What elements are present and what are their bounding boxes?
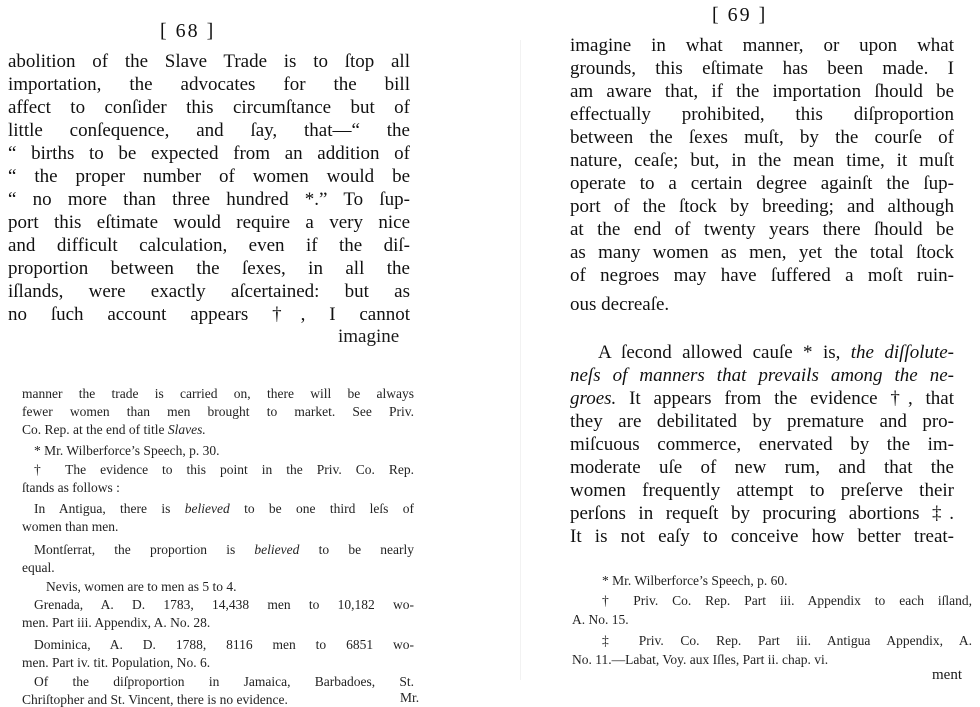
body-line: as many women as men, yet the total ſtock <box>570 242 954 263</box>
page-number: [ 68 ] <box>160 20 216 42</box>
page-number: [ 69 ] <box>712 4 768 26</box>
body-line: operate to a certain degree againſt the ſup- <box>570 173 954 194</box>
body-line: between the ſexes muſt, by the courſe of <box>570 127 954 148</box>
footnote-dagger: † Priv. Co. Rep. Part iii. Appendix to each iſland, <box>602 593 972 608</box>
footnote-grenada: men. Part iii. Appendix, A. No. 28. <box>22 615 211 630</box>
body-line: at the end of twenty years there ſhould be <box>570 219 954 240</box>
body-line: little conſequence, and ſay, that—“ the <box>8 120 410 141</box>
footnote-line: Co. Rep. at the end of title Slaves. <box>22 422 206 437</box>
body-line: “ births to be expected from an addition of <box>8 143 410 164</box>
footnote-dagger: A. No. 15. <box>572 612 629 627</box>
footnote-star: * Mr. Wilberforce’s Speech, p. 30. <box>34 443 220 458</box>
footnote-antigua: women than men. <box>22 519 119 534</box>
paragraph-line: miſcuous commerce, enervated by the im- <box>570 434 954 455</box>
body-line-last: ous decreaſe. <box>570 294 670 315</box>
paragraph-line: neſs of manners that prevails among the ne- <box>570 365 954 386</box>
body-line: port of the ſtock by breeding; and although <box>570 196 954 217</box>
footnote-nevis: Nevis, women are to men as 5 to 4. <box>46 579 237 594</box>
body-line: and difficult calculation, even if the diſ- <box>8 235 410 256</box>
footnote-dagger: † The evidence to this point in the Priv. Co. Rep. <box>34 462 414 477</box>
footnote-dominica: Dominica, A. D. 1788, 8116 men to 6851 wo- <box>34 637 414 652</box>
footnote-other: Chriſtopher and St. Vincent, there is no evidence. <box>22 692 288 707</box>
catchword: Mr. <box>400 690 420 705</box>
body-line: affect to conſider this circumſtance but of <box>8 97 410 118</box>
footnote-ddagger: ‡ Priv. Co. Rep. Part iii. Antigua Appendix, A. <box>602 633 972 648</box>
paragraph-line: moderate uſe of new rum, and that the <box>570 457 954 478</box>
catchword: ment <box>932 667 962 683</box>
body-line: importation, the advocates for the bill <box>8 74 410 95</box>
footnote-line: manner the trade is carried on, there will be always <box>22 386 414 401</box>
paragraph-line: A ſecond allowed cauſe * is, the diſſolute- <box>598 342 955 363</box>
body-line: of negroes may have ſuffered a moſt ruin- <box>570 265 954 286</box>
catchword: imagine <box>338 326 400 347</box>
body-line: am aware that, if the importation ſhould be <box>570 81 954 102</box>
body-line: abolition of the Slave Trade is to ſtop all <box>8 51 410 72</box>
paragraph-line: they are debilitated by premature and pro- <box>570 411 954 432</box>
body-line: proportion between the ſexes, in all the <box>8 258 410 279</box>
footnote-line: fewer women than men brought to market. See Priv. <box>22 404 414 419</box>
paragraph-line: It is not eaſy to conceive how better treat- <box>570 526 954 547</box>
footnote-other: Of the diſproportion in Jamaica, Barbadoes, St. <box>34 674 414 689</box>
footnote-grenada: Grenada, A. D. 1783, 14,438 men to 10,182 wo- <box>34 597 414 612</box>
footnote-dagger: ſtands as follows : <box>22 480 120 495</box>
footnote-star: * Mr. Wilberforce’s Speech, p. 60. <box>602 573 788 588</box>
body-line: no ſuch account appears †, I cannot <box>8 304 410 325</box>
body-line: nature, ceaſe; but, in the mean time, it muſt <box>570 150 954 171</box>
gutter-divider <box>520 40 521 680</box>
paragraph-line: perſons in requeſt by procuring abortions ‡. <box>570 503 954 524</box>
footnote-ddagger: No. 11.—Labat, Voy. aux Iſles, Part ii. chap. vi. <box>572 652 829 667</box>
footnote-antigua: In Antigua, there is believed to be one third leſs of <box>34 501 414 516</box>
footnote-dominica: men. Part iv. tit. Population, No. 6. <box>22 655 211 670</box>
paragraph-line: women frequently attempt to preſerve their <box>570 480 954 501</box>
paragraph-line: groes. It appears from the evidence †, that <box>570 388 954 409</box>
body-line: “ no more than three hundred *.” To ſup- <box>8 189 410 210</box>
body-line: effectually prohibited, this diſproportion <box>570 104 954 125</box>
footnote-montserrat: equal. <box>22 560 55 575</box>
body-line: port this eſtimate would require a very nice <box>8 212 410 233</box>
footnote-montserrat: Montſerrat, the proportion is believed to be nearly <box>34 542 414 557</box>
body-line: grounds, this eſtimate has been made. I <box>570 58 954 79</box>
right-page <box>540 0 980 707</box>
left-page <box>0 0 440 707</box>
body-line: imagine in what manner, or upon what <box>570 35 954 56</box>
body-line: iſlands, were exactly aſcertained: but as <box>8 281 410 302</box>
body-line: “ the proper number of women would be <box>8 166 410 187</box>
